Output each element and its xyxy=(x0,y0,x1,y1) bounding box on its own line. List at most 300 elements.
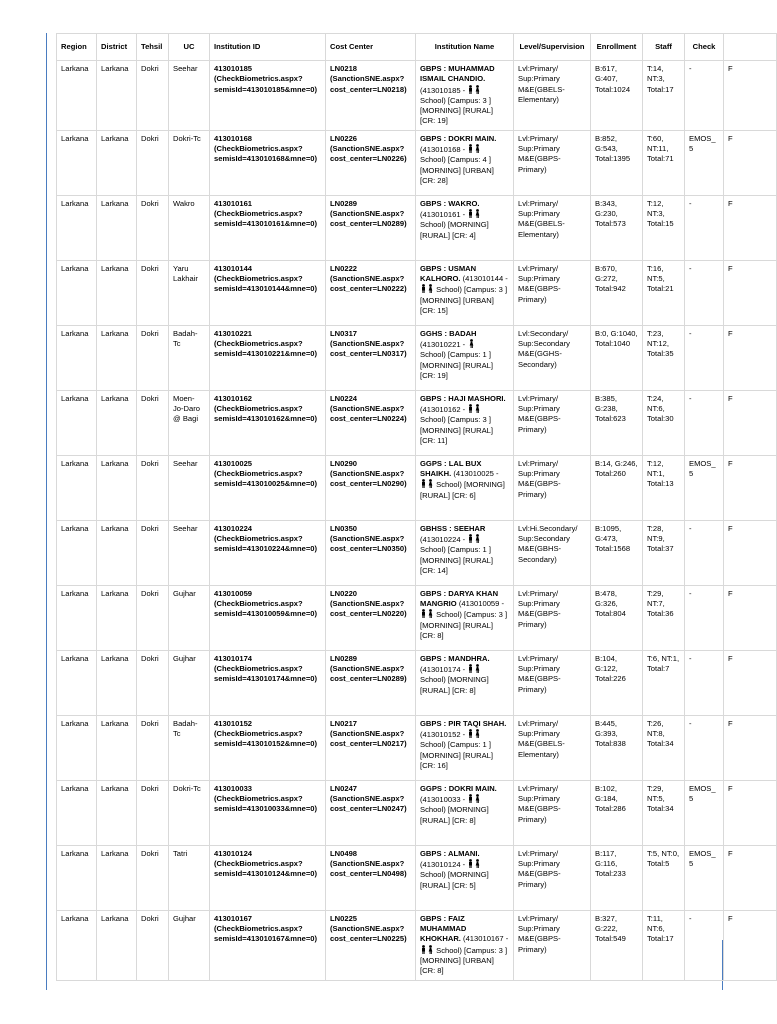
field-region: Larkana xyxy=(61,263,89,273)
field-check: - xyxy=(689,328,692,338)
field-level: Lvl:Primary/ Sup:Primary M&E(GBPS-Primary) xyxy=(518,263,561,304)
cell-district xyxy=(97,61,137,131)
field-staff: T:16, NT:5, Total:21 xyxy=(647,263,674,294)
cell-cost-center[interactable] xyxy=(326,195,416,260)
girl-icon xyxy=(467,339,481,348)
field-uc: Moen-Jo-Daro @ Bagi xyxy=(173,393,201,424)
cell-enrollment xyxy=(591,585,643,650)
field-rest: [RURAL] [CR: 8] xyxy=(420,685,476,695)
cell-extra xyxy=(724,260,777,325)
field-uc: Gujhar xyxy=(173,653,196,663)
field-tehsil: Dokri xyxy=(141,133,159,143)
cell-institution-name xyxy=(416,715,514,780)
cell-district xyxy=(97,780,137,845)
field-id-link: (CheckBiometrics.aspx?semisId=413010174&mne=0) xyxy=(214,664,318,684)
field-rest: [RURAL] [CR: 6] xyxy=(420,490,476,500)
cell-region xyxy=(57,260,97,325)
cell-tehsil xyxy=(137,390,169,455)
boy-girl-icon xyxy=(420,945,434,954)
field-school: School) [MORNING] xyxy=(420,220,489,230)
field-staff: T:29, NT:7, Total:36 xyxy=(647,588,674,619)
field-level: Lvl:Primary/ Sup:Primary M&E(GBPS-Primary) xyxy=(518,588,561,629)
cell-enrollment xyxy=(591,715,643,780)
cell-level-supervision xyxy=(514,61,591,131)
cell-level-supervision xyxy=(514,520,591,585)
field-uc: Seehar xyxy=(173,64,198,73)
cell-institution-name xyxy=(416,130,514,195)
field-enroll: B:852, G:543, Total:1395 xyxy=(595,133,631,164)
cell-uc xyxy=(169,520,210,585)
field-name: GBPS : PIR TAQI SHAH. xyxy=(420,718,507,728)
cell-extra xyxy=(724,845,777,910)
field-cc-link: (SanctionSNE.aspx?cost_center=LN0218) xyxy=(330,74,407,94)
field-tehsil: Dokri xyxy=(141,913,159,923)
field-cc: LN0498 xyxy=(330,848,358,858)
field-campus: 3 xyxy=(482,95,487,105)
cell-institution-id[interactable] xyxy=(210,325,326,390)
cell-region xyxy=(57,325,97,390)
institutions-table-container xyxy=(56,33,768,976)
cell-level-supervision xyxy=(514,845,591,910)
table-row xyxy=(57,325,777,390)
field-tehsil: Dokri xyxy=(141,653,159,663)
cell-enrollment xyxy=(591,780,643,845)
cell-staff xyxy=(643,61,685,131)
cell-enrollment xyxy=(591,130,643,195)
field-name-detail: (413010124 - xyxy=(420,860,466,870)
field-check: - xyxy=(689,653,692,663)
col-header-staff[interactable]: Staff xyxy=(643,34,685,61)
boy-girl-icon xyxy=(467,859,481,868)
field-uc: Dokri-Tc xyxy=(173,783,201,793)
col-header-level-supervision[interactable]: Level/Supervision xyxy=(514,34,591,61)
col-header-region[interactable]: Region xyxy=(57,34,97,61)
cell-uc xyxy=(169,195,210,260)
cell-tehsil xyxy=(137,260,169,325)
field-enroll: B:102, G:184, Total:286 xyxy=(595,783,626,814)
field-enroll: B:104, G:122, Total:226 xyxy=(595,653,626,684)
field-uc: Yaru Lakhair xyxy=(173,263,198,284)
field-enroll: B:478, G:326, Total:804 xyxy=(595,588,626,619)
field-extra: F xyxy=(728,783,733,793)
cell-region xyxy=(57,130,97,195)
cell-district xyxy=(97,650,137,715)
field-rest: ] [MORNING] [RURAL] [CR: 19] xyxy=(420,95,493,126)
field-enroll: B:327, G:222, Total:549 xyxy=(595,913,626,944)
field-cc: LN0317 xyxy=(330,328,358,338)
cell-extra xyxy=(724,325,777,390)
col-header-enrollment[interactable]: Enrollment xyxy=(591,34,643,61)
field-school: School) [Campus: xyxy=(436,945,497,955)
cell-check xyxy=(685,715,724,780)
cell-extra xyxy=(724,455,777,520)
cell-tehsil xyxy=(137,325,169,390)
field-district: Larkana xyxy=(101,393,129,403)
field-id-link: (CheckBiometrics.aspx?semisId=413010152&mne=0) xyxy=(214,729,318,749)
cell-tehsil xyxy=(137,585,169,650)
field-id: 413010174 xyxy=(214,653,253,663)
cell-institution-id[interactable] xyxy=(210,585,326,650)
field-level: Lvl:Primary/ Sup:Primary M&E(GBPS-Primary) xyxy=(518,133,561,174)
field-school: School) [Campus: xyxy=(420,740,481,750)
field-staff: T:28, NT:9, Total:37 xyxy=(647,523,674,554)
field-tehsil: Dokri xyxy=(141,783,159,793)
institutions-table xyxy=(56,33,777,981)
field-name: GBPS : FAIZ MUHAMMAD KHOKHAR. xyxy=(420,913,467,944)
col-header-tehsil[interactable]: Tehsil xyxy=(137,34,169,61)
field-cc: LN0226 xyxy=(330,133,358,143)
cell-institution-id[interactable] xyxy=(210,455,326,520)
cell-staff xyxy=(643,260,685,325)
cell-cost-center[interactable] xyxy=(326,61,416,131)
field-id: 413010161 xyxy=(214,198,253,208)
cell-region xyxy=(57,390,97,455)
col-header-institution-id[interactable]: Institution ID xyxy=(210,34,326,61)
cell-level-supervision xyxy=(514,910,591,980)
field-id: 413010033 xyxy=(214,783,253,793)
field-id-link: (CheckBiometrics.aspx?semisId=413010144&mne=0) xyxy=(214,274,318,294)
cell-cost-center[interactable] xyxy=(326,325,416,390)
cell-level-supervision xyxy=(514,260,591,325)
cell-uc xyxy=(169,61,210,131)
field-tehsil: Dokri xyxy=(141,198,159,208)
boy-girl-icon xyxy=(467,534,481,543)
field-cc: LN0217 xyxy=(330,718,358,728)
cell-cost-center[interactable] xyxy=(326,130,416,195)
table-row xyxy=(57,455,777,520)
cell-cost-center[interactable] xyxy=(326,910,416,980)
field-uc: Badah-Tc xyxy=(173,718,198,739)
field-id-link: (CheckBiometrics.aspx?semisId=413010124&mne=0) xyxy=(214,859,318,879)
field-region: Larkana xyxy=(61,783,89,793)
field-region: Larkana xyxy=(61,913,89,923)
cell-institution-name xyxy=(416,455,514,520)
field-enroll: B:14, G:246, Total:260 xyxy=(595,458,638,479)
field-school: School) [Campus: xyxy=(420,155,481,165)
field-region: Larkana xyxy=(61,718,89,728)
field-name: GBPS : ALMANI. xyxy=(420,848,480,858)
cell-staff xyxy=(643,845,685,910)
cell-cost-center[interactable] xyxy=(326,845,416,910)
field-rest: ] [MORNING] [RURAL] [CR: 19] xyxy=(420,350,493,380)
cell-staff xyxy=(643,585,685,650)
field-name: GGPS : DOKRI MAIN. xyxy=(420,783,497,793)
boy-girl-icon xyxy=(467,404,481,413)
cell-institution-id[interactable] xyxy=(210,910,326,980)
cell-enrollment xyxy=(591,845,643,910)
field-name: GBPS : DARYA KHAN MANGRIO xyxy=(420,588,499,609)
field-district: Larkana xyxy=(101,783,129,793)
cell-region xyxy=(57,520,97,585)
field-id-link: (CheckBiometrics.aspx?semisId=413010224&mne=0) xyxy=(214,534,318,554)
cell-tehsil xyxy=(137,455,169,520)
field-tehsil: Dokri xyxy=(141,718,159,728)
table-row xyxy=(57,585,777,650)
field-cc-link: (SanctionSNE.aspx?cost_center=LN0220) xyxy=(330,599,407,619)
field-extra: F xyxy=(728,393,733,403)
cell-level-supervision xyxy=(514,130,591,195)
field-school: School) [MORNING] xyxy=(420,870,489,880)
field-name-detail: (413010161 - xyxy=(420,210,466,220)
cell-region xyxy=(57,910,97,980)
field-extra: F xyxy=(728,718,733,728)
field-extra: F xyxy=(728,133,733,143)
cell-level-supervision xyxy=(514,585,591,650)
field-uc: Wakro xyxy=(173,198,195,208)
cell-institution-id[interactable] xyxy=(210,390,326,455)
field-rest: ] [MORNING] [RURAL] [CR: 14] xyxy=(420,545,493,575)
cell-cost-center[interactable] xyxy=(326,520,416,585)
field-id-link: (CheckBiometrics.aspx?semisId=413010025&mne=0) xyxy=(214,469,318,489)
cell-tehsil xyxy=(137,715,169,780)
field-district: Larkana xyxy=(101,328,129,338)
cell-institution-id[interactable] xyxy=(210,195,326,260)
field-region: Larkana xyxy=(61,458,89,468)
field-staff: T:14, NT:3, Total:17 xyxy=(647,64,674,94)
field-district: Larkana xyxy=(101,913,129,923)
field-rest: ] [MORNING] [RURAL] [CR: 8] xyxy=(420,610,508,640)
field-school: School) [MORNING] xyxy=(420,805,489,815)
field-check: - xyxy=(689,263,692,273)
cell-institution-name xyxy=(416,650,514,715)
field-campus: 3 xyxy=(498,610,503,620)
field-cc: LN0289 xyxy=(330,653,358,663)
cell-district xyxy=(97,260,137,325)
cell-enrollment xyxy=(591,520,643,585)
cell-enrollment xyxy=(591,910,643,980)
cell-extra xyxy=(724,195,777,260)
field-rest: [RURAL] [CR: 5] xyxy=(420,880,476,890)
cell-institution-id[interactable] xyxy=(210,845,326,910)
table-row xyxy=(57,845,777,910)
field-district: Larkana xyxy=(101,848,129,858)
field-rest: [RURAL] [CR: 8] xyxy=(420,815,476,825)
field-tehsil: Dokri xyxy=(141,523,159,533)
field-cc: LN0218 xyxy=(330,64,358,73)
field-staff: T:29, NT:5, Total:34 xyxy=(647,783,674,814)
field-check: EMOS_5 xyxy=(689,783,716,804)
field-campus: 3 xyxy=(498,945,503,955)
field-school: School) [Campus: xyxy=(420,95,481,105)
field-extra: F xyxy=(728,653,733,663)
field-id: 413010059 xyxy=(214,588,253,598)
cell-institution-name xyxy=(416,845,514,910)
field-school: School) [Campus: xyxy=(436,285,497,295)
field-name-detail: (413010162 - xyxy=(420,405,466,415)
cell-institution-id[interactable] xyxy=(210,650,326,715)
field-district: Larkana xyxy=(101,718,129,728)
field-name: GBPS : DOKRI MAIN. xyxy=(420,133,497,143)
field-extra: F xyxy=(728,848,733,858)
table-row xyxy=(57,715,777,780)
field-campus: 3 xyxy=(498,285,503,295)
field-rest: [RURAL] [CR: 4] xyxy=(420,230,476,240)
cell-enrollment xyxy=(591,61,643,131)
field-tehsil: Dokri xyxy=(141,458,159,468)
cell-check xyxy=(685,260,724,325)
field-school: School) [MORNING] xyxy=(420,675,489,685)
field-id-link: (CheckBiometrics.aspx?semisId=413010167&mne=0) xyxy=(214,924,318,944)
cell-level-supervision xyxy=(514,390,591,455)
cell-region xyxy=(57,585,97,650)
field-id: 413010152 xyxy=(214,718,253,728)
cell-institution-id[interactable] xyxy=(210,715,326,780)
cell-uc xyxy=(169,715,210,780)
field-uc: Tatri xyxy=(173,848,188,858)
cell-staff xyxy=(643,910,685,980)
cell-cost-center[interactable] xyxy=(326,260,416,325)
cell-check xyxy=(685,325,724,390)
field-staff: T:26, NT:8, Total:34 xyxy=(647,718,674,749)
field-id: 413010185 xyxy=(214,64,253,73)
cell-enrollment xyxy=(591,650,643,715)
cell-level-supervision xyxy=(514,650,591,715)
col-header-institution-name[interactable]: Institution Name xyxy=(416,34,514,61)
field-rest: ] [MORNING] [URBAN] [CR: 8] xyxy=(420,945,508,976)
field-region: Larkana xyxy=(61,133,89,143)
cell-uc xyxy=(169,910,210,980)
field-cc: LN0224 xyxy=(330,393,358,403)
cell-staff xyxy=(643,455,685,520)
field-staff: T:12, NT:1, Total:13 xyxy=(647,458,674,489)
cell-level-supervision xyxy=(514,455,591,520)
cell-cost-center[interactable] xyxy=(326,390,416,455)
cell-cost-center[interactable] xyxy=(326,715,416,780)
field-cc: LN0290 xyxy=(330,458,358,468)
field-region: Larkana xyxy=(61,328,89,338)
field-uc: Gujhar xyxy=(173,588,196,598)
cell-staff xyxy=(643,130,685,195)
col-header-uc[interactable]: UC xyxy=(169,34,210,61)
field-level: Lvl:Primary/ Sup:Primary M&E(GBELS-Elementary) xyxy=(518,64,565,104)
field-cc-link: (SanctionSNE.aspx?cost_center=LN0247) xyxy=(330,794,407,814)
field-name: GGPS : LAL BUX SHAIKH. xyxy=(420,458,482,479)
cell-institution-name xyxy=(416,61,514,131)
cell-institution-id[interactable] xyxy=(210,780,326,845)
field-check: - xyxy=(689,393,692,403)
table-row xyxy=(57,520,777,585)
cell-institution-id[interactable] xyxy=(210,61,326,131)
field-cc-link: (SanctionSNE.aspx?cost_center=LN0350) xyxy=(330,534,407,554)
cell-institution-id[interactable] xyxy=(210,260,326,325)
field-name: GGHS : BADAH xyxy=(420,328,477,338)
field-cc: LN0350 xyxy=(330,523,358,533)
cell-check xyxy=(685,61,724,131)
field-campus: 4 xyxy=(482,155,487,165)
cell-institution-name xyxy=(416,195,514,260)
field-staff: T:6, NT:1, Total:7 xyxy=(647,653,680,674)
field-cc-link: (SanctionSNE.aspx?cost_center=LN0225) xyxy=(330,924,407,944)
field-campus: 1 xyxy=(482,545,487,555)
cell-staff xyxy=(643,780,685,845)
page-left-border xyxy=(46,33,47,990)
cell-district xyxy=(97,390,137,455)
field-extra: F xyxy=(728,263,733,273)
cell-extra xyxy=(724,520,777,585)
cell-level-supervision xyxy=(514,780,591,845)
field-tehsil: Dokri xyxy=(141,848,159,858)
cell-uc xyxy=(169,260,210,325)
cell-staff xyxy=(643,520,685,585)
field-name-detail: (413010167 - xyxy=(463,934,509,944)
col-header-check[interactable]: Check xyxy=(685,34,724,61)
col-header-district[interactable]: District xyxy=(97,34,137,61)
cell-institution-id[interactable] xyxy=(210,130,326,195)
cell-staff xyxy=(643,195,685,260)
field-id-link: (CheckBiometrics.aspx?semisId=413010161&mne=0) xyxy=(214,209,318,229)
field-level: Lvl:Primary/ Sup:Primary M&E(GBPS-Primary) xyxy=(518,393,561,434)
field-id: 413010168 xyxy=(214,133,253,143)
table-row xyxy=(57,195,777,260)
cell-cost-center[interactable] xyxy=(326,585,416,650)
cell-cost-center[interactable] xyxy=(326,650,416,715)
cell-region xyxy=(57,715,97,780)
field-id: 413010221 xyxy=(214,328,253,338)
col-header-cost-center[interactable]: Cost Center xyxy=(326,34,416,61)
field-check: EMOS_5 xyxy=(689,133,716,154)
field-name-detail: (413010174 - xyxy=(420,665,466,675)
field-name: GBPS : MANDHRA. xyxy=(420,653,490,663)
field-cc: LN0220 xyxy=(330,588,358,598)
cell-enrollment xyxy=(591,260,643,325)
boy-girl-icon xyxy=(467,664,481,673)
field-school: School) [Campus: xyxy=(436,610,497,620)
field-check: - xyxy=(689,198,692,208)
cell-district xyxy=(97,455,137,520)
field-rest: ] [MORNING] [RURAL] [CR: 16] xyxy=(420,740,493,770)
cell-tehsil xyxy=(137,845,169,910)
field-id-link: (CheckBiometrics.aspx?semisId=413010185&mne=0) xyxy=(214,74,318,94)
field-staff: T:12, NT:3, Total:15 xyxy=(647,198,674,229)
boy-girl-icon xyxy=(467,85,481,94)
field-campus: 3 xyxy=(482,415,487,425)
cell-check xyxy=(685,455,724,520)
field-uc: Seehar xyxy=(173,458,198,468)
cell-tehsil xyxy=(137,130,169,195)
field-name-detail: (413010185 - xyxy=(420,85,466,95)
field-level: Lvl:Primary/ Sup:Primary M&E(GBPS-Primary) xyxy=(518,458,561,499)
field-region: Larkana xyxy=(61,198,89,208)
field-cc: LN0225 xyxy=(330,913,358,923)
cell-institution-id[interactable] xyxy=(210,520,326,585)
field-id-link: (CheckBiometrics.aspx?semisId=413010162&mne=0) xyxy=(214,404,318,424)
table-row xyxy=(57,910,777,980)
cell-cost-center[interactable] xyxy=(326,455,416,520)
field-name-detail: (413010033 - xyxy=(420,795,466,805)
cell-district xyxy=(97,325,137,390)
cell-cost-center[interactable] xyxy=(326,780,416,845)
field-cc-link: (SanctionSNE.aspx?cost_center=LN0224) xyxy=(330,404,407,424)
cell-check xyxy=(685,780,724,845)
field-tehsil: Dokri xyxy=(141,393,159,403)
cell-district xyxy=(97,195,137,260)
cell-tehsil xyxy=(137,520,169,585)
field-region: Larkana xyxy=(61,393,89,403)
field-enroll: B:1095, G:473, Total:1568 xyxy=(595,523,631,554)
cell-institution-name xyxy=(416,325,514,390)
field-staff: T:24, NT:6, Total:30 xyxy=(647,393,674,424)
field-level: Lvl:Primary/ Sup:Primary M&E(GBELS-Elementary) xyxy=(518,718,565,759)
field-name-detail: (413010224 - xyxy=(420,535,466,545)
field-region: Larkana xyxy=(61,588,89,598)
cell-uc xyxy=(169,780,210,845)
cell-check xyxy=(685,910,724,980)
field-district: Larkana xyxy=(101,133,129,143)
cell-uc xyxy=(169,845,210,910)
field-cc: LN0222 xyxy=(330,263,358,273)
field-cc-link: (SanctionSNE.aspx?cost_center=LN0290) xyxy=(330,469,407,489)
field-staff: T:60, NT:11, Total:71 xyxy=(647,133,674,164)
